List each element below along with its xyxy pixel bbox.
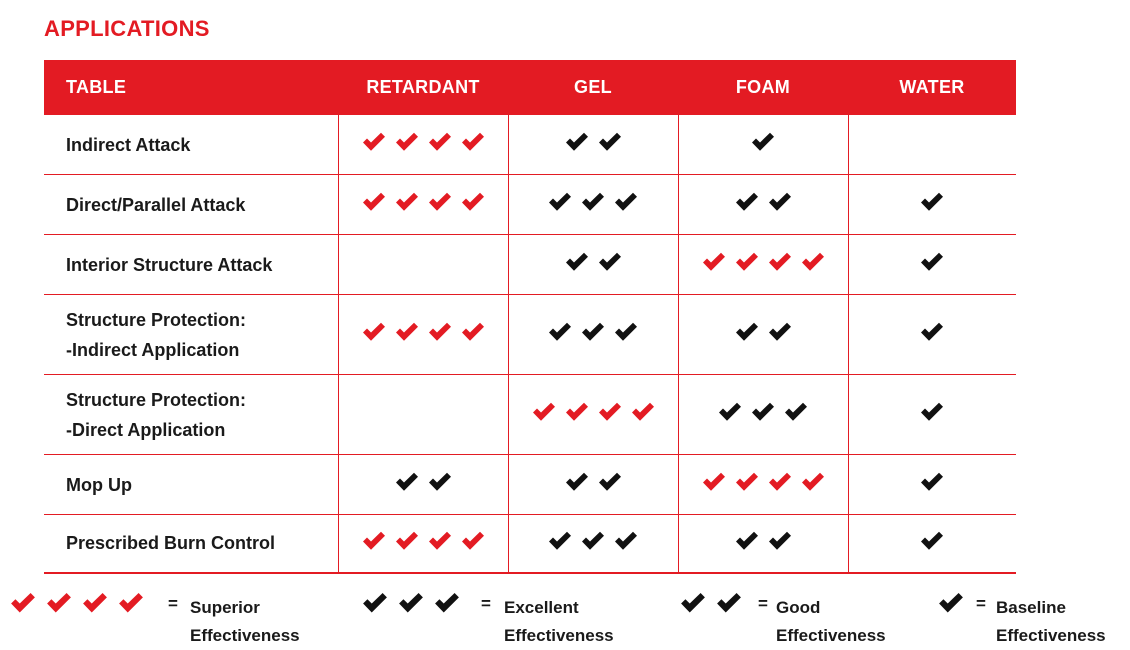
rating-checks (920, 531, 944, 551)
checkmark-icon (768, 472, 792, 492)
checkmark-icon (735, 322, 759, 342)
rating-cell (338, 235, 508, 295)
checkmark-icon (631, 402, 655, 422)
checkmark-icon (581, 531, 605, 551)
checkmark-icon (461, 132, 485, 152)
legend-label (776, 594, 886, 650)
checkmark-icon (768, 531, 792, 551)
checkmark-icon (565, 252, 589, 272)
table-row (44, 455, 1016, 515)
rating-cell (338, 295, 508, 375)
rating-checks (735, 192, 792, 212)
checkmark-icon (395, 322, 419, 342)
row-label (44, 115, 338, 175)
table-row (44, 175, 1016, 235)
checkmark-icon (118, 592, 144, 614)
checkmark-icon (548, 192, 572, 212)
checkmark-icon (581, 192, 605, 212)
row-label-line: Structure Protection: (66, 389, 247, 410)
page-title: APPLICATIONS (44, 16, 210, 41)
rating-cell (678, 375, 848, 455)
row-label-line: Structure Protection: (66, 309, 247, 330)
checkmark-icon (920, 322, 944, 342)
checkmark-icon (920, 192, 944, 212)
legend-label-line: Superior (190, 598, 260, 617)
checkmark-icon (768, 192, 792, 212)
checkmark-icon (461, 531, 485, 551)
checkmark-icon (461, 192, 485, 212)
row-label (44, 515, 338, 573)
checkmark-icon (428, 322, 452, 342)
checkmark-icon (565, 472, 589, 492)
legend-label (190, 594, 300, 650)
row-label (44, 235, 338, 295)
rating-checks (362, 132, 485, 152)
table-row (44, 375, 1016, 455)
rating-checks (532, 402, 655, 422)
checkmark-icon (428, 132, 452, 152)
rating-cell (678, 455, 848, 515)
rating-cell (338, 375, 508, 455)
header-cell-water: WATER (848, 60, 1016, 115)
rating-cell (508, 375, 678, 455)
checkmark-icon (598, 132, 622, 152)
checkmark-icon (735, 252, 759, 272)
checkmark-icon (938, 592, 964, 614)
checkmark-icon (428, 531, 452, 551)
checkmark-icon (735, 192, 759, 212)
checkmark-icon (614, 531, 638, 551)
checkmark-icon (718, 402, 742, 422)
rating-checks (565, 252, 622, 272)
table-row (44, 115, 1016, 175)
checkmark-icon (548, 322, 572, 342)
row-label-line: Interior Structure Attack (66, 254, 273, 275)
checkmark-icon (702, 252, 726, 272)
header-cell-retardant: RETARDANT (338, 60, 508, 115)
rating-cell (508, 235, 678, 295)
checkmark-icon (768, 252, 792, 272)
rating-cell (508, 515, 678, 573)
rating-cell (848, 175, 1016, 235)
rating-checks (680, 592, 742, 614)
rating-cell (338, 175, 508, 235)
legend-label (504, 594, 614, 650)
rating-cell (678, 515, 848, 573)
table-row (44, 515, 1016, 573)
row-label-line: Direct/Parallel Attack (66, 194, 246, 215)
checkmark-icon (395, 132, 419, 152)
table-row (44, 235, 1016, 295)
rating-checks (702, 252, 825, 272)
header-row (44, 60, 1016, 115)
rating-checks (10, 592, 144, 614)
checkmark-icon (680, 592, 706, 614)
rating-cell (848, 375, 1016, 455)
rating-checks (920, 322, 944, 342)
checkmark-icon (598, 402, 622, 422)
rating-checks (938, 592, 964, 614)
checkmark-icon (614, 322, 638, 342)
rating-cell (338, 115, 508, 175)
checkmark-icon (434, 592, 460, 614)
checkmark-icon (598, 252, 622, 272)
rating-checks (751, 132, 775, 152)
rating-cell (508, 455, 678, 515)
rating-checks (362, 531, 485, 551)
row-label-line: -Direct Application (66, 419, 226, 440)
legend-label-line: Good (776, 598, 821, 617)
header-cell-table: TABLE (44, 60, 338, 115)
checkmark-icon (395, 192, 419, 212)
checkmark-icon (920, 402, 944, 422)
checkmark-icon (801, 252, 825, 272)
rating-checks (362, 592, 460, 614)
rating-checks (920, 402, 944, 422)
checkmark-icon (398, 592, 424, 614)
rating-checks (565, 132, 622, 152)
rating-cell (508, 115, 678, 175)
header-cell-foam: FOAM (678, 60, 848, 115)
checkmark-icon (362, 322, 386, 342)
checkmark-icon (581, 322, 605, 342)
row-label (44, 375, 338, 455)
legend-label-line: Effectiveness (504, 626, 614, 645)
rating-checks (735, 531, 792, 551)
table-row (44, 295, 1016, 375)
legend-equals: = (481, 594, 491, 613)
header-cell-gel: GEL (508, 60, 678, 115)
row-label-line: Prescribed Burn Control (66, 533, 276, 554)
checkmark-icon (920, 472, 944, 492)
row-label (44, 455, 338, 515)
rating-checks (565, 472, 622, 492)
checkmark-icon (920, 531, 944, 551)
legend-label-line: Excellent (504, 598, 579, 617)
checkmark-icon (395, 531, 419, 551)
checkmark-icon (565, 132, 589, 152)
checkmark-icon (428, 472, 452, 492)
rating-checks (548, 531, 638, 551)
checkmark-icon (751, 132, 775, 152)
rating-checks (362, 322, 485, 342)
rating-cell (848, 515, 1016, 573)
row-label (44, 175, 338, 235)
rating-cell (848, 115, 1016, 175)
rating-cell (848, 295, 1016, 375)
legend-equals: = (976, 594, 986, 613)
legend-label-line: Effectiveness (776, 626, 886, 645)
checkmark-icon (362, 192, 386, 212)
checkmark-icon (362, 592, 388, 614)
checkmark-icon (784, 402, 808, 422)
checkmark-icon (46, 592, 72, 614)
legend-label (996, 594, 1106, 650)
checkmark-icon (735, 472, 759, 492)
checkmark-icon (10, 592, 36, 614)
rating-checks (735, 322, 792, 342)
row-label-line: Indirect Attack (66, 134, 191, 155)
rating-cell (678, 235, 848, 295)
row-label-line: -Indirect Application (66, 339, 240, 360)
rating-cell (678, 295, 848, 375)
rating-checks (548, 322, 638, 342)
rating-cell (678, 115, 848, 175)
checkmark-icon (598, 472, 622, 492)
checkmark-icon (362, 531, 386, 551)
rating-cell (508, 175, 678, 235)
rating-checks (548, 192, 638, 212)
checkmark-icon (362, 132, 386, 152)
rating-cell (338, 515, 508, 573)
rating-checks (920, 192, 944, 212)
checkmark-icon (751, 402, 775, 422)
applications-table (44, 60, 1016, 574)
legend-equals: = (168, 594, 178, 613)
row-label (44, 295, 338, 375)
checkmark-icon (702, 472, 726, 492)
checkmark-icon (716, 592, 742, 614)
row-label-line: Mop Up (66, 474, 132, 495)
legend-label-line: Effectiveness (190, 626, 300, 645)
rating-checks (362, 192, 485, 212)
rating-cell (848, 455, 1016, 515)
checkmark-icon (920, 252, 944, 272)
rating-cell (508, 295, 678, 375)
checkmark-icon (395, 472, 419, 492)
checkmark-icon (614, 192, 638, 212)
rating-cell (678, 175, 848, 235)
rating-checks (718, 402, 808, 422)
checkmark-icon (532, 402, 556, 422)
checkmark-icon (461, 322, 485, 342)
legend-label-line: Baseline (996, 598, 1066, 617)
checkmark-icon (768, 322, 792, 342)
checkmark-icon (428, 192, 452, 212)
rating-checks (920, 252, 944, 272)
legend-equals: = (758, 594, 768, 613)
rating-cell (848, 235, 1016, 295)
rating-checks (920, 472, 944, 492)
rating-checks (395, 472, 452, 492)
rating-checks (702, 472, 825, 492)
checkmark-icon (565, 402, 589, 422)
legend-label-line: Effectiveness (996, 626, 1106, 645)
checkmark-icon (82, 592, 108, 614)
checkmark-icon (548, 531, 572, 551)
checkmark-icon (801, 472, 825, 492)
rating-cell (338, 455, 508, 515)
checkmark-icon (735, 531, 759, 551)
